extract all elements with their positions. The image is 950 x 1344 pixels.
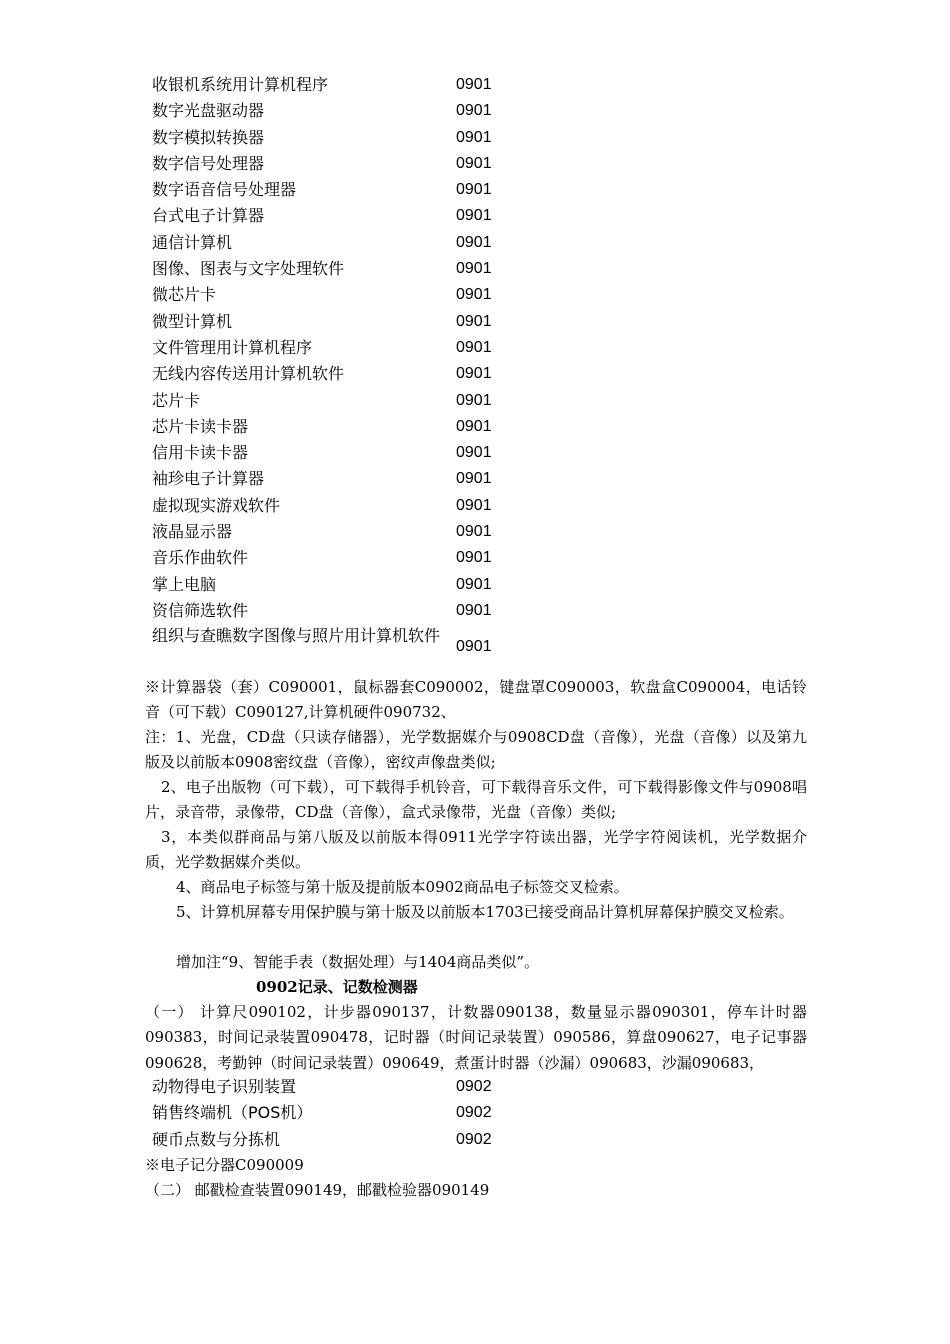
note-4: 4、商品电子标签与第十版及提前版本0902商品电子标签交叉检索。 [176, 878, 629, 896]
goods-name: 数字模拟转换器 [152, 127, 265, 147]
goods-code: 0901 [456, 260, 492, 278]
goods-name: 微型计算机 [152, 311, 233, 331]
goods-name: 数字信号处理器 [152, 153, 265, 173]
goods-code: 0901 [456, 338, 492, 356]
goods-name: 袖珍电子计算器 [152, 469, 265, 489]
goods-name: 图像、图表与文字处理软件 [152, 259, 345, 279]
list-item [152, 493, 552, 519]
goods-code: 0901 [456, 391, 492, 409]
goods-code: 0901 [456, 638, 492, 656]
goods-code: 0902 [456, 1104, 492, 1122]
list-item [152, 230, 552, 256]
goods-name: 收银机系统用计算机程序 [152, 75, 329, 94]
section-heading-0902: 0902记录、记数检测器 [256, 978, 418, 996]
goods-code: 0901 [456, 417, 492, 435]
goods-name: 虚拟现实游戏软件 [152, 495, 281, 515]
goods-code: 0901 [456, 181, 492, 199]
goods-name: 液晶显示器 [152, 522, 233, 542]
list-item [152, 1127, 552, 1153]
note-5: 5、计算机屏幕专用保护膜与第十版及以前版本1703已接受商品计算机屏幕保护膜交叉检索。 [176, 903, 794, 921]
goods-code: 0901 [456, 601, 492, 619]
goods-name: 信用卡读卡器 [152, 443, 249, 463]
note-1: 注：1、光盘，CD盘（只读存储器），光学数据媒介与0908CD盘（音像），光盘（音像）以及第九版及以前版本0908密纹盘（音像），密纹声像盘类似; [145, 728, 807, 772]
goods-name: 掌上电脑 [152, 574, 217, 594]
goods-code: 0901 [456, 549, 492, 567]
list-item [152, 177, 552, 203]
list-item [152, 151, 552, 177]
goods-name: 台式电子计算器 [152, 206, 265, 226]
goods-list-0901 [152, 72, 552, 670]
list-item [152, 545, 552, 571]
group-1: （一） 计算尺090102，计步器090137，计数器090138，数量显示器090301，停车计时器090383，时间记录装置090478，记时器（时间记录装置）090586，算盘090627，电子记事器090628，考勤钟（时间记录装置）090649，煮蛋计时器（沙漏）090683，沙漏090683， [145, 1003, 807, 1072]
list-item [152, 414, 552, 440]
goods-code: 0901 [456, 365, 492, 383]
goods-code: 0901 [456, 575, 492, 593]
list-item [152, 203, 552, 229]
goods-code: 0901 [456, 470, 492, 488]
goods-code: 0901 [456, 76, 492, 93]
list-item [152, 519, 552, 545]
list-item [152, 572, 552, 598]
list-item [152, 1100, 552, 1126]
goods-list-0902 [152, 1074, 552, 1153]
goods-name: 销售终端机（POS机） [152, 1103, 313, 1123]
list-item [152, 466, 552, 492]
list-item [152, 1074, 552, 1100]
goods-code: 0901 [456, 444, 492, 462]
list-item [152, 256, 552, 282]
goods-code: 0901 [456, 154, 492, 172]
supplement-0902: ※电子记分器C090009 [145, 1156, 304, 1174]
goods-code: 0901 [456, 523, 492, 541]
goods-code: 0901 [456, 233, 492, 251]
list-item [152, 440, 552, 466]
list-item [152, 388, 552, 414]
list-item [152, 309, 552, 335]
list-item [152, 98, 552, 124]
goods-code: 0901 [456, 207, 492, 225]
group-2: （二） 邮戳检查装置090149，邮戳检验器090149 [145, 1181, 490, 1199]
note-6: 增加注“9、智能手表（数据处理）与1404商品类似”。 [176, 953, 540, 971]
goods-code: 0901 [456, 102, 492, 120]
goods-name: 资信筛选软件 [152, 600, 249, 620]
goods-name: 微芯片卡 [152, 285, 217, 305]
list-item [152, 72, 552, 98]
supplement-0901: ※计算器袋（套）C090001，鼠标器套C090002，键盘罩C090003，软盘盒C090004，电话铃音（可下载）C090127,计算机硬件090732、 [145, 678, 807, 722]
goods-code: 0902 [456, 1130, 492, 1148]
goods-code: 0901 [456, 312, 492, 330]
goods-name: 数字语音信号处理器 [152, 180, 297, 200]
list-item [152, 361, 552, 387]
list-item [152, 125, 552, 151]
list-item [152, 598, 552, 624]
goods-code: 0901 [456, 286, 492, 304]
goods-name: 音乐作曲软件 [152, 548, 249, 568]
list-item [152, 335, 552, 361]
goods-name: 动物得电子识别装置 [152, 1077, 297, 1096]
goods-name: 文件管理用计算机程序 [152, 337, 313, 357]
goods-code: 0901 [456, 496, 492, 514]
goods-code: 0901 [456, 128, 492, 146]
goods-name: 数字光盘驱动器 [152, 101, 265, 121]
goods-name: 通信计算机 [152, 232, 233, 252]
note-3: 3，本类似群商品与第八版及以前版本得0911光学字符读出器，光学字符阅读机，光学数据介质，光学数据媒介类似。 [145, 828, 807, 872]
goods-name: 芯片卡读卡器 [152, 416, 249, 436]
note-2: 2、电子出版物（可下载），可下载得手机铃音，可下载得音乐文件，可下载得影像文件与0908唱片，录音带，录像带，CD盘（音像），盒式录像带，光盘（音像）类似; [145, 778, 807, 822]
goods-code: 0902 [456, 1078, 492, 1095]
list-item [152, 282, 552, 308]
list-item [152, 624, 552, 670]
goods-name: 硬币点数与分拣机 [152, 1129, 281, 1149]
goods-name: 无线内容传送用计算机软件 [152, 364, 345, 384]
goods-name: 组织与查瞧数字图像与照片用计算机软件 [152, 626, 441, 646]
goods-name: 芯片卡 [152, 390, 201, 410]
